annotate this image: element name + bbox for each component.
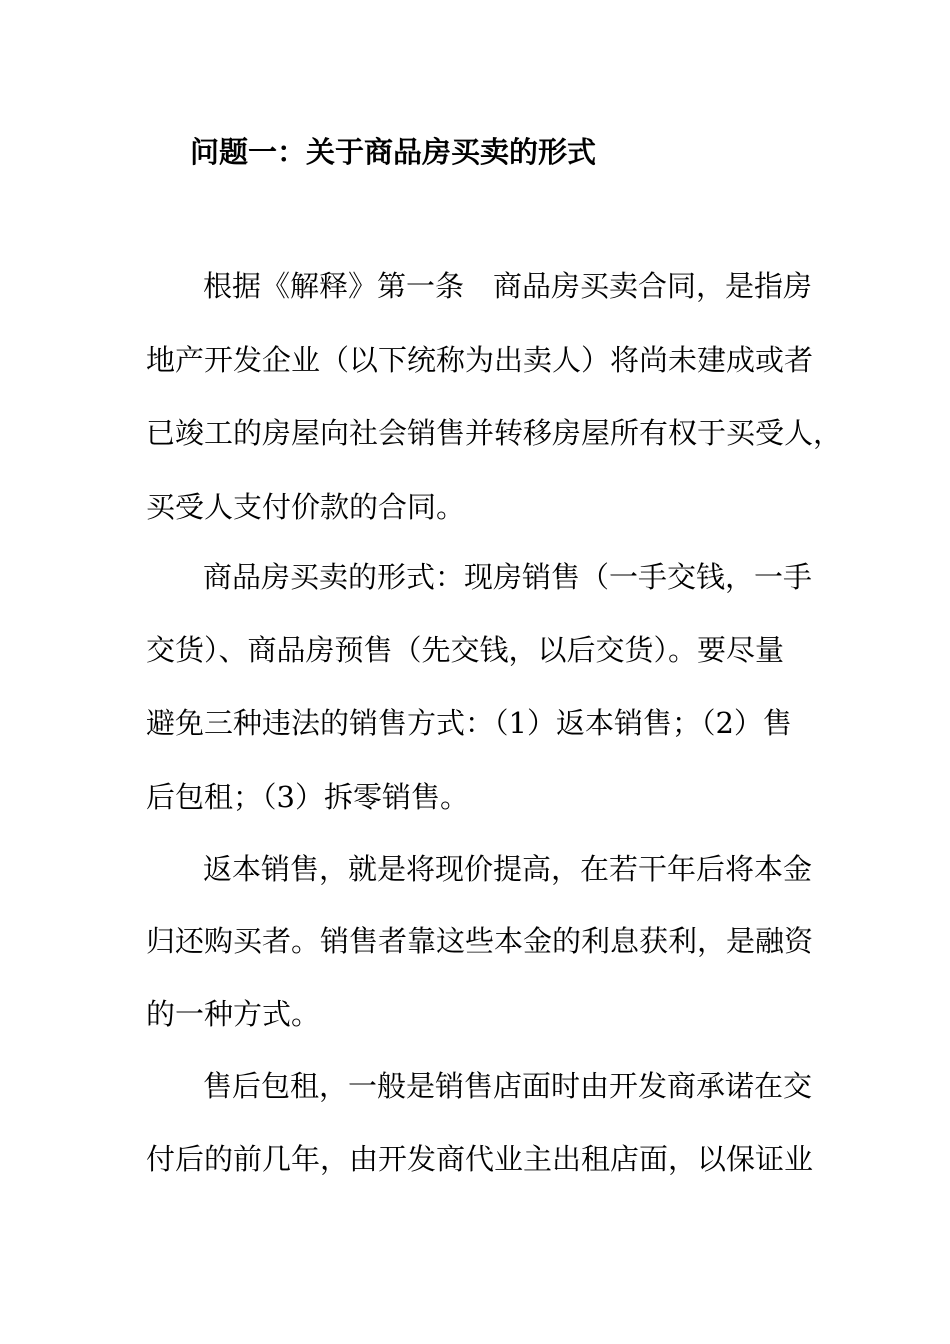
paragraph-line: 买受人支付价款的合同。 [146,490,466,524]
paragraph-line: 地产开发企业（以下统称为出卖人）将尚未建成或者 [146,343,814,377]
paragraph-line: 归还购买者。销售者靠这些本金的利息获利，是融资 [146,924,814,958]
paragraph-line: 后包租；（3）拆零销售。 [146,780,469,814]
paragraph-line: 商品房买卖的形式：现房销售（一手交钱，一手 [203,560,813,594]
paragraph-line: 的一种方式。 [146,997,321,1031]
paragraph-line: 根据《解释》第一条 商品房买卖合同，是指房 [203,269,813,303]
paragraph-line: 已竣工的房屋向社会销售并转移房屋所有权于买受人， [146,416,843,450]
paragraph-line: 避免三种违法的销售方式：（1）返本销售；（2）售 [146,706,792,740]
paragraph-line: 售后包租，一般是销售店面时由开发商承诺在交 [203,1069,813,1103]
paragraph-line: 返本销售，就是将现价提高，在若干年后将本金 [203,852,813,886]
paragraph-line: 交货）、商品房预售（先交钱，以后交货）。要尽量 [146,633,785,667]
section-heading: 问题一：关于商品房买卖的形式 [190,135,597,169]
paragraph-line: 付后的前几年，由开发商代业主出租店面，以保证业 [146,1142,814,1176]
